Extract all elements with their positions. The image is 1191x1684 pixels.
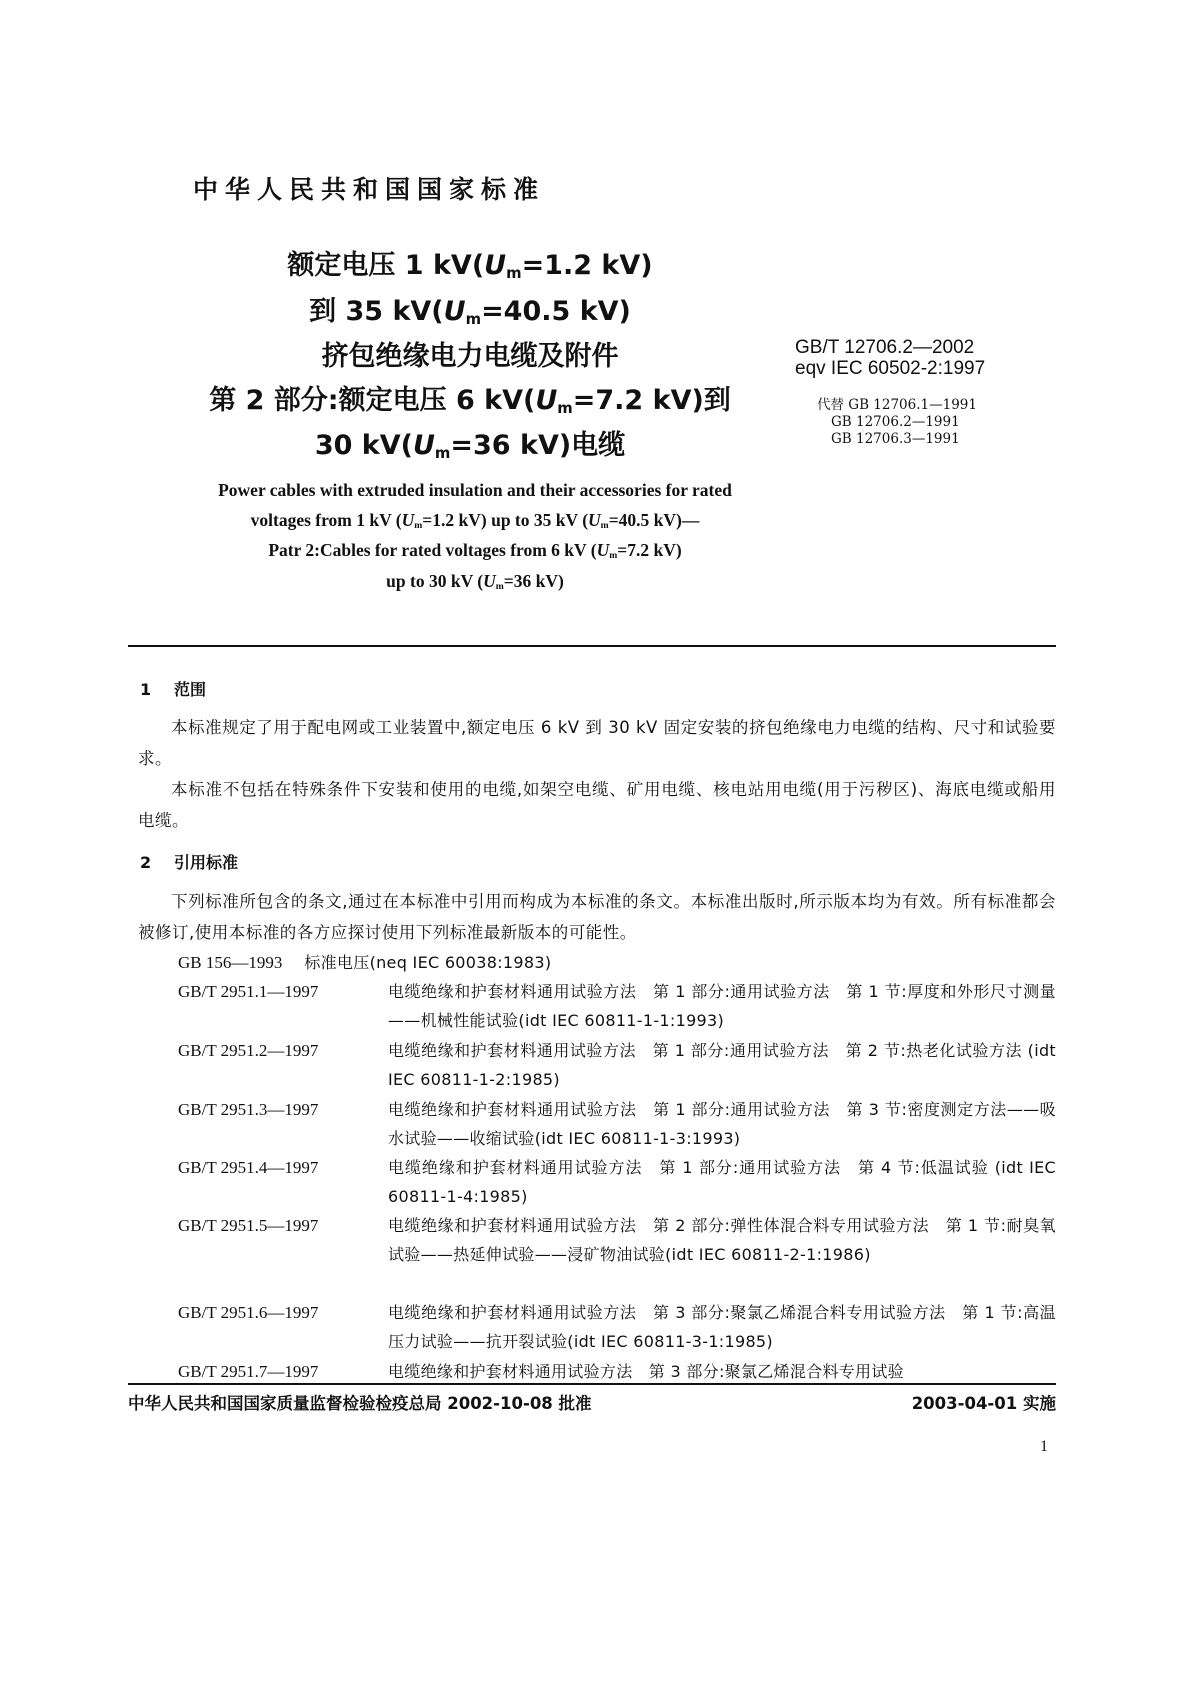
title-line-1: 额定电压 1 $kV(U_m=1.2$ kV) [287,250,653,282]
title-line-3: 挤包绝缘电力电缆及附件 [321,341,619,372]
section-2-heading: 2 引用标准 [140,853,239,872]
section-1-heading: 1 范围 [140,680,207,699]
replaces-label: 代替 [817,397,844,413]
standard-code: GB/T 12706.2—2002 [795,337,975,358]
reference-code: GB/T 2951.3—1997 [178,1100,319,1119]
reference-item [178,1095,1056,1153]
reference-title: 电缆绝缘和护套材料通用试验方法 第 2 部分:弹性体混合料专用试验方法 第 1 节:耐臭氧试验——热延伸试验——浸矿物油试验(idt IEC 60811-2-1:1986) [388,1216,1056,1264]
title-line-5: 30 $kV(U_m=36$ kV)电缆 [314,430,626,462]
section-2-paragraph-1: 下列标准所包含的条文,通过在本标准中引用而构成为本标准的条文。本标准出版时,所示版本均为有效。所有标准都会被修订,使用本标准的各方应探讨使用下列标准最新版本的可能性。 [138,892,1056,942]
english-title-line-2: voltages from 1 kV ($U_m=1.2$ kV) up to 35 kV ($U_m=40.5$ kV)— [250,510,700,532]
replaced-standard: GB 12706.1—1991 [848,397,977,413]
reference-item [178,1357,1056,1386]
implementation-date: 2003-04-01 实施 [911,1394,1056,1413]
section-1-paragraph-1: 本标准规定了用于配电网或工业装置中,额定电压 6 kV 到 30 kV 固定安装的挤包绝缘电力电缆的结构、尺寸和试验要求。 [138,718,1056,768]
reference-code: GB/T 2951.4—1997 [178,1158,319,1177]
title-line-2: 到 35 $kV(U_m=40.5$ kV) [309,296,631,328]
reference-title: 电缆绝缘和护套材料通用试验方法 第 3 部分:聚氯乙烯混合料专用试验 [388,1362,904,1381]
reference-code: GB 156—1993 [178,953,283,972]
reference-item [178,977,1056,1035]
replaced-standard: GB 12706.2—1991 [831,414,960,430]
english-title-line-1: Power cables with extruded insulation and their accessories for rated [218,480,732,500]
page-number: 1 [1040,1438,1048,1455]
reference-code: GB/T 2951.6—1997 [178,1303,319,1322]
title-line-4: 第 2 部分:额定电压 6 $kV(U_m=7.2$ kV)到 [209,385,731,417]
header-divider [128,645,1056,647]
reference-code: GB/T 2951.7—1997 [178,1362,319,1381]
standard-equivalence: eqv IEC 60502-2:1997 [795,358,986,379]
reference-item [178,948,551,977]
reference-item [178,1153,1056,1211]
replaces-block [817,397,977,448]
reference-title: 电缆绝缘和护套材料通用试验方法 第 1 部分:通用试验方法 第 4 节:低温试验 (idt IEC 60811-1-4:1985) [388,1158,1056,1206]
reference-title: 电缆绝缘和护套材料通用试验方法 第 3 部分:聚氯乙烯混合料专用试验方法 第 1 节:高温压力试验——抗开裂试验(idt IEC 60811-3-1:1985) [388,1303,1056,1351]
approval-statement: 中华人民共和国国家质量监督检验检疫总局 2002-10-08 批准 [128,1394,592,1413]
reference-item [178,1298,1056,1356]
section-1-paragraph-2: 本标准不包括在特殊条件下安装和使用的电缆,如架空电缆、矿用电缆、核电站用电缆(用于污秽区)、海底电缆或船用电缆。 [138,780,1056,830]
english-title-line-4: up to 30 kV ($U_m=36$ kV) [386,571,564,593]
english-title-line-3: Patr 2:Cables for rated voltages from 6 kV ($U_m=7.2$ kV) [268,540,682,562]
national-standard-header: 中华人民共和国国家标准 [192,175,545,204]
reference-title: 电缆绝缘和护套材料通用试验方法 第 1 部分:通用试验方法 第 3 节:密度测定方法——吸水试验——收缩试验(idt IEC 60811-1-3:1993) [388,1100,1056,1148]
reference-code: GB/T 2951.2—1997 [178,1041,319,1060]
replaced-standard: GB 12706.3—1991 [831,431,960,447]
reference-code: GB/T 2951.5—1997 [178,1216,319,1235]
reference-title: 标准电压(neq IEC 60038:1983) [304,953,552,972]
reference-item [178,1036,1056,1094]
reference-title: 电缆绝缘和护套材料通用试验方法 第 1 部分:通用试验方法 第 1 节:厚度和外形尺寸测量——机械性能试验(idt IEC 60811-1-1:1993) [388,982,1056,1030]
reference-title: 电缆绝缘和护套材料通用试验方法 第 1 部分:通用试验方法 第 2 节:热老化试验方法 (idt IEC 60811-1-2:1985) [388,1041,1056,1089]
reference-code: GB/T 2951.1—1997 [178,982,319,1001]
footer-divider [128,1383,1056,1385]
reference-item [178,1211,1056,1269]
